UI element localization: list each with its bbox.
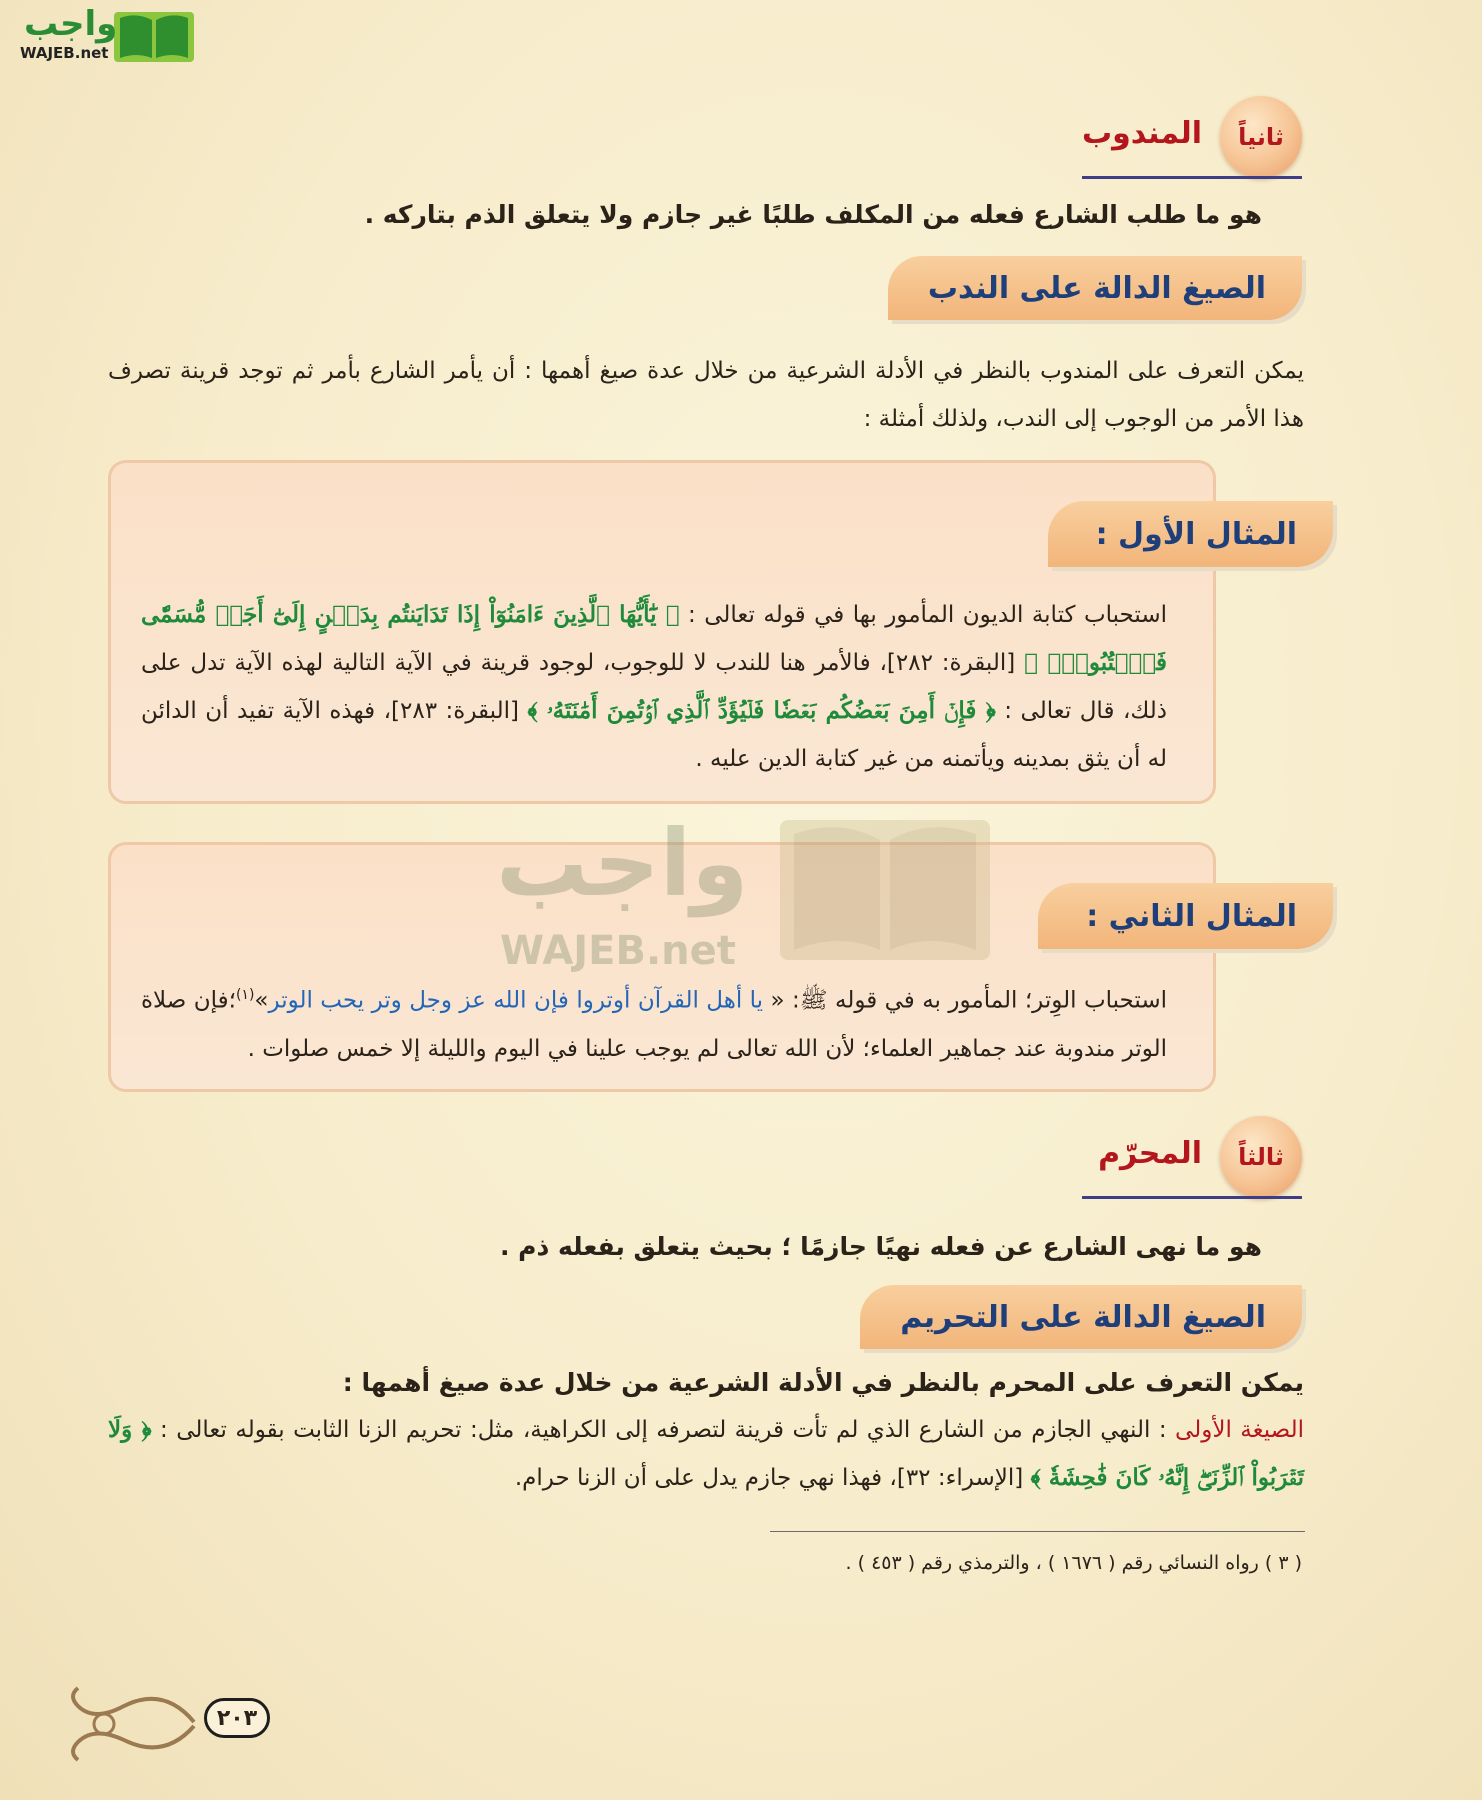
section-title: المحرّم bbox=[1098, 1136, 1202, 1171]
mandoob-definition: هو ما طلب الشارع فعله من المكلف طلبًا غير جازم ولا يتعلق الذم بتاركه . bbox=[364, 200, 1262, 229]
example-two-text: استحباب الوِتر؛ المأمور به في قوله ﷺ: « يا أهل القرآن أوتروا فإن الله عز وجل وتر يحب الوتر»$^{(١)}$؛فإن صلاة الوتر مندوبة عند جماهير العلماء؛ لأن الله تعالى لم يوجب علينا في اليوم والليلة إلا خمس صلوات . bbox=[141, 987, 1168, 1062]
wajeb-logo[interactable] bbox=[10, 4, 190, 68]
section-underline bbox=[1082, 176, 1302, 179]
section-badge: ثالثاً bbox=[1220, 1116, 1302, 1198]
mandoob-intro: يمكن التعرف على المندوب بالنظر في الأدلة الشرعية من خلال عدة صيغ أهمها : أن يأمر الشارع بأمر ثم توجد قرينة تصرف هذا الأمر من الوجوب إلى الندب، ولذلك أمثلة : bbox=[108, 358, 1304, 432]
book-icon bbox=[112, 8, 196, 64]
footnote-marker[interactable]: (١) bbox=[235, 987, 255, 1003]
example-one-label: المثال الأول : bbox=[1048, 501, 1333, 567]
section-underline bbox=[1082, 1196, 1302, 1199]
watermark-latin: WAJEB.net bbox=[500, 928, 736, 974]
book-icon bbox=[770, 810, 1000, 970]
first-form-label: الصيغة الأولى bbox=[1175, 1417, 1305, 1443]
muharram-first-form: الصيغة الأولى : النهي الجازم من الشارع الذي لم تأت قرينة لتصرفه إلى الكراهية، مثل: تحريم الزنا الثابت بقوله تعالى : ﴿ وَلَا تَقۡرَبُواْ ٱلزِّنَىٰٓۖ إِنَّهُۥ كَانَ فَٰحِشَةٗ ﴾ [الإسراء: ٣٢]، فهذا نهي جازم يدل على أن الزنا حرام. bbox=[108, 1416, 1305, 1491]
section-muharram-header bbox=[1042, 1116, 1302, 1186]
logo-arabic-text: واجب bbox=[24, 4, 118, 44]
footnote-divider bbox=[770, 1531, 1305, 1532]
watermark bbox=[480, 810, 1000, 980]
footnote-text: ( ٣ ) رواه النسائي رقم ( ١٦٧٦ ) ، والترمذي رقم ( ٤٥٣ ) . bbox=[845, 1552, 1302, 1574]
muharram-intro: يمكن التعرف على المحرم بالنظر في الأدلة الشرعية من خلال عدة صيغ أهمها : bbox=[342, 1368, 1304, 1397]
section-badge: ثانياً bbox=[1220, 96, 1302, 178]
hadith-text: يا أهل القرآن أوتروا فإن الله عز وجل وتر يحب الوتر bbox=[268, 987, 764, 1014]
example-one-box bbox=[108, 460, 1297, 804]
muharram-definition: هو ما نهى الشارع عن فعله نهيًا جازمًا ؛ بحيث يتعلق بفعله ذم . bbox=[499, 1232, 1262, 1261]
example-two-label: المثال الثاني : bbox=[1038, 883, 1333, 949]
watermark-arabic: واجب bbox=[496, 810, 749, 917]
example-one-text: استحباب كتابة الديون المأمور بها في قوله تعالى : ﴿ يَٰٓأَيُّهَا ٱلَّذِينَ ءَامَنُوٓاْ إِذَا تَدَايَنتُم بِدَيۡنٍ إِلَىٰٓ أَجَلٖ مُّسَمّٗى فَٱكۡتُبُوهُۚ ﴾ [البقرة: ٢٨٢]، فالأمر هنا للندب لا للوجوب، لوجود قرينة في الآية التالية لهذه الآية تدل على ذلك، قال تعالى : ﴿ فَإِنۡ أَمِنَ بَعۡضُكُم بَعۡضٗا فَلۡيُؤَدِّ ٱلَّذِي ٱؤۡتُمِنَ أَمَٰنَتَهُۥ ﴾ [البقرة: ٢٨٣]، فهذه الآية تفيد أن الدائن له أن يثق بمدينه ويأتمنه من غير كتابة الدين عليه . bbox=[141, 601, 1167, 772]
ornament-icon bbox=[64, 1676, 204, 1766]
page-number: ٢٠٣ bbox=[204, 1698, 270, 1738]
section-mandoob-header bbox=[1042, 96, 1302, 166]
quran-verse: ﴿ فَإِنۡ أَمِنَ بَعۡضُكُم بَعۡضٗا فَلۡيُؤَدِّ ٱلَّذِي ٱؤۡتُمِنَ أَمَٰنَتَهُۥ ﴾ bbox=[527, 697, 996, 724]
mandoob-forms-heading: الصيغ الدالة على الندب bbox=[888, 256, 1302, 320]
quran-verse: ﴿ يَٰٓأَيُّهَا ٱلَّذِينَ ءَامَنُوٓاْ إِذَا تَدَايَنتُم بِدَيۡنٍ إِلَىٰٓ أَجَلٖ مُّسَمّٗى فَٱكۡتُبُوهُۚ ﴾ bbox=[141, 601, 1167, 676]
muharram-forms-heading: الصيغ الدالة على التحريم bbox=[860, 1285, 1302, 1349]
quran-verse: ﴿ وَلَا تَقۡرَبُواْ ٱلزِّنَىٰٓۖ إِنَّهُۥ كَانَ فَٰحِشَةٗ ﴾ bbox=[108, 1416, 1304, 1491]
logo-latin-text: WAJEB.net bbox=[20, 44, 109, 62]
section-title: المندوب bbox=[1081, 116, 1202, 151]
